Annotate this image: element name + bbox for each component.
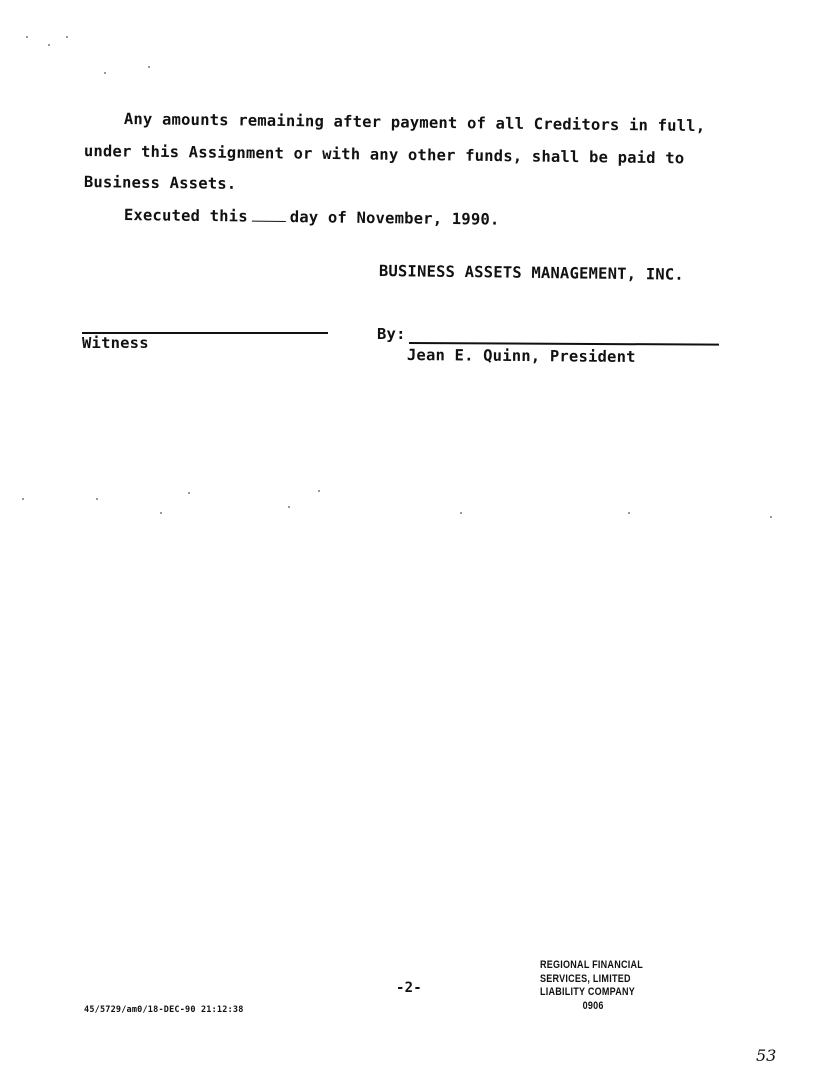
scan-speck (96, 498, 98, 500)
scan-speck (26, 36, 28, 38)
scan-speck (288, 506, 290, 508)
scan-speck (160, 512, 162, 514)
stamp-line-1: REGIONAL FINANCIAL (540, 959, 643, 971)
scan-speck (770, 516, 772, 518)
scan-speck (628, 512, 630, 514)
scan-speck (460, 512, 462, 514)
executed-suffix: day of November, 1990. (289, 208, 500, 229)
scan-speck (148, 66, 150, 68)
regional-financial-stamp (540, 959, 643, 1013)
scan-speck (104, 72, 106, 74)
day-blank (252, 209, 286, 222)
body-line-2: under this Assignment or with any other funds, shall be paid to (83, 142, 685, 168)
scan-speck (188, 492, 190, 494)
company-name: BUSINESS ASSETS MANAGEMENT, INC. (378, 262, 685, 284)
handwritten-page-number: 53 (756, 1046, 777, 1065)
footer-document-code: 45/5729/am0/18-DEC-90 21:12:38 (84, 1005, 244, 1015)
by-label: By: (377, 325, 406, 343)
stamp-line-2: SERVICES, LIMITED (540, 972, 631, 985)
president-signature-line (409, 342, 719, 345)
executed-line (124, 206, 500, 229)
body-line-1: Any amounts remaining after payment of all Creditors in full, (123, 110, 706, 136)
scan-speck (48, 44, 50, 46)
body-line-3: Business Assets. (83, 173, 237, 193)
executed-prefix: Executed this (123, 206, 248, 226)
signatory-name: Jean E. Quinn, President (406, 346, 636, 366)
stamp-line-3: LIABILITY COMPANY (540, 986, 636, 998)
scan-speck (318, 490, 320, 492)
scan-speck (22, 498, 24, 500)
stamp-line-4: 0906 (582, 999, 604, 1012)
page-number: -2- (396, 980, 422, 996)
witness-label: Witness (82, 334, 149, 352)
scan-speck (66, 36, 68, 38)
